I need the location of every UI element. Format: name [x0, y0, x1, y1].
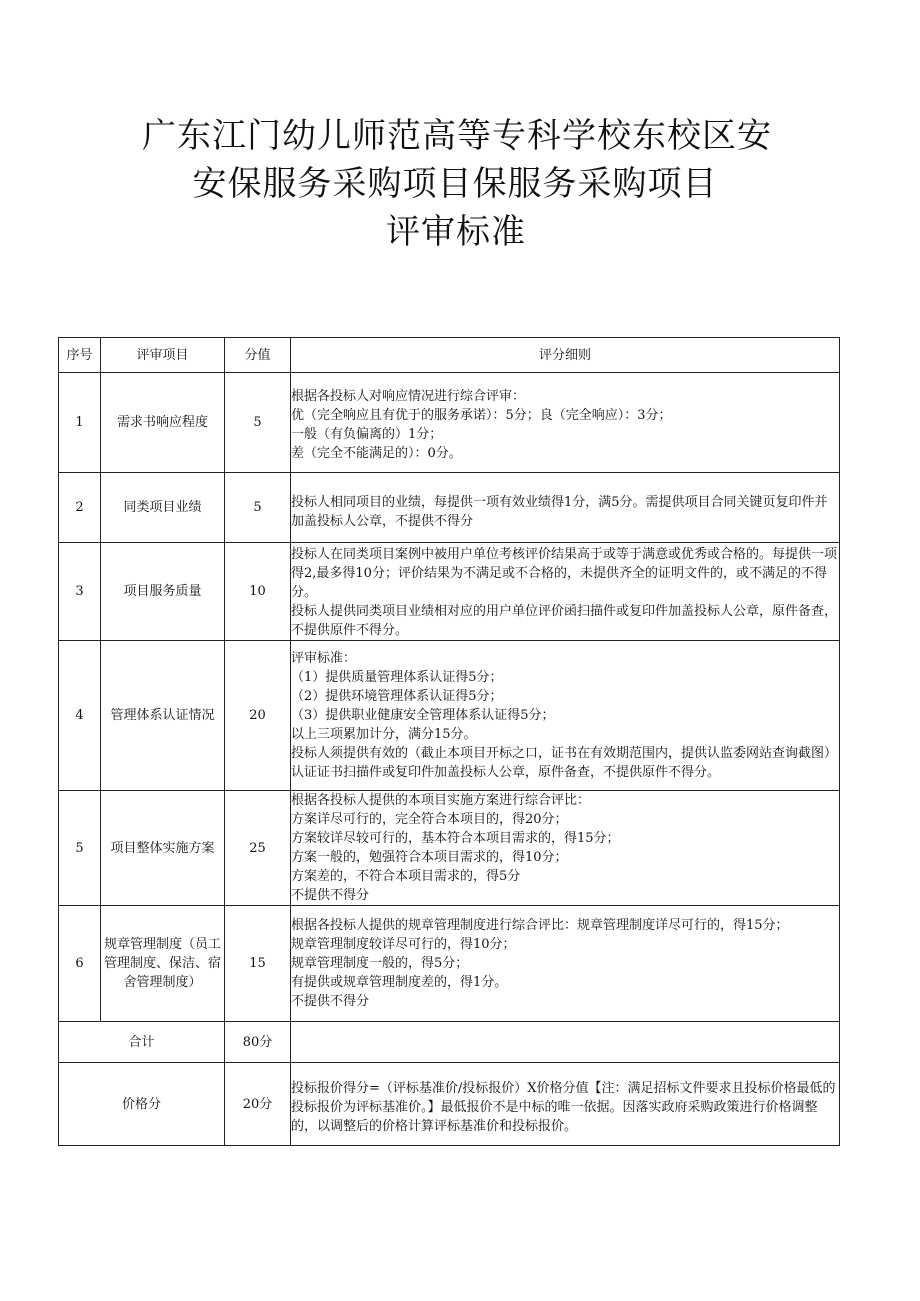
row-item: 项目整体实施方案 — [101, 791, 225, 906]
row-detail — [291, 906, 840, 1022]
detail-line: 方案详尽可行的，完全符合本项目的，得20分； — [291, 812, 568, 827]
detail-line: （3）提供职业健康安全管理体系认证得5分； — [291, 708, 555, 723]
detail-line: 方案差的，不符合本项目需求的，得5分 — [291, 869, 521, 884]
table-row — [59, 641, 840, 791]
detail-line: 规章管理制度较详尽可行的，得10分； — [291, 937, 516, 952]
detail-line: 根据各投标人提供的规章管理制度进行综合评比：规章管理制度详尽可行的，得15分； — [291, 918, 789, 933]
row-no: 3 — [59, 543, 101, 641]
detail-line: 规章管理制度一般的，得5分； — [291, 956, 469, 971]
row-detail — [291, 543, 840, 641]
row-no: 4 — [59, 641, 101, 791]
row-detail — [291, 791, 840, 906]
detail-line: 一般（有负偏离的）1分； — [291, 426, 443, 442]
detail-line: 投标人提供同类项目业绩相对应的用户单位评价函扫描件或复印件加盖投标人公章，原件备查，不提供原件不得分。 — [291, 604, 838, 638]
row-detail — [291, 373, 840, 473]
detail-line: 优（完全响应且有优于的服务承诺）：5分；良（完全响应）：3分； — [291, 407, 672, 423]
row-score: 5 — [225, 473, 291, 543]
table-header-row — [59, 338, 840, 373]
total-label: 合计 — [59, 1022, 225, 1063]
total-row — [59, 1022, 840, 1063]
detail-line: 方案较详尽较可行的，基本符合本项目需求的，得15分； — [291, 831, 620, 846]
row-detail — [291, 641, 840, 791]
detail-line: 方案一般的，勉强符合本项目需求的，得10分； — [291, 850, 568, 865]
row-no: 5 — [59, 791, 101, 906]
table-row — [59, 906, 840, 1022]
row-score: 10 — [225, 543, 291, 641]
header-item: 评审项目 — [101, 338, 225, 373]
header-detail: 评分细则 — [291, 338, 840, 373]
title-line-3: 评审标准 — [386, 212, 526, 252]
detail-line: 不提供不得分 — [291, 888, 370, 903]
title-line-1: 广东江门幼儿师范高等专科学校东校区安 — [142, 116, 772, 156]
row-score: 15 — [225, 906, 291, 1022]
total-detail — [291, 1022, 840, 1063]
table-row — [59, 373, 840, 473]
detail-line: 投标人须提供有效的（截止本项目开标之口，证书在有效期范围内，提供认监委网站查询截图）认证证书扫描件或复印件加盖投标人公章，原件备查，不提供原件不得分。 — [291, 746, 838, 780]
detail-line: 差（完全不能满足的）：0分。 — [291, 445, 462, 461]
row-item: 规章管理制度（员工管理制度、保洁、宿舍管理制度） — [101, 906, 225, 1022]
detail-line: 根据各投标人对响应情况进行综合评审： — [291, 388, 526, 404]
price-label: 价格分 — [59, 1063, 225, 1146]
title-line-2: 安保服务采购项目保服务采购项目 — [192, 164, 718, 204]
price-score: 20分 — [225, 1063, 291, 1146]
row-no: 2 — [59, 473, 101, 543]
detail-line: 投标报价得分=（评标基准价/投标报价）X价格分值【注：满足招标文件要求且投标价格最低的投标报价为评标基准价。】最低报价不是中标的唯一依据。因落实政府采购政策进行价格调整的，以调整后的价格计算评标基准价和投标报价。 — [291, 1080, 836, 1134]
row-item: 项目服务质量 — [101, 543, 225, 641]
price-row — [59, 1063, 840, 1146]
detail-line: （2）提供环境管理体系认证得5分； — [291, 689, 503, 704]
detail-line: 投标人相同项目的业绩，每提供一项有效业绩得1分，满5分。需提供项目合同关键页复印件并加盖投标人公章，不提供不得分 — [291, 494, 828, 529]
table-row — [59, 791, 840, 906]
row-score: 20 — [225, 641, 291, 791]
row-detail — [291, 473, 840, 543]
detail-line: 评审标准： — [291, 651, 357, 666]
row-item: 同类项目业绩 — [101, 473, 225, 543]
detail-line: 根据各投标人提供的本项目实施方案进行综合评比： — [291, 793, 591, 808]
table-row — [59, 473, 840, 543]
evaluation-criteria-table — [58, 337, 840, 1146]
detail-line: （1）提供质量管理体系认证得5分； — [291, 670, 503, 685]
table-row — [59, 543, 840, 641]
row-score: 25 — [225, 791, 291, 906]
detail-line: 投标人在同类项目案例中被用户单位考核评价结果高于或等于满意或优秀或合格的。每提供一项得2,最多得10分；评价结果为不满足或不合格的，未提供齐全的证明文件的，或不满足的不得分。 — [291, 547, 838, 600]
document-title — [0, 112, 920, 256]
row-no: 1 — [59, 373, 101, 473]
price-detail — [291, 1063, 840, 1146]
row-item: 管理体系认证情况 — [101, 641, 225, 791]
detail-line: 以上三项累加计分，满分15分。 — [291, 727, 477, 742]
row-score: 5 — [225, 373, 291, 473]
row-no: 6 — [59, 906, 101, 1022]
total-score: 80分 — [225, 1022, 291, 1063]
detail-line: 有提供或规章管理制度差的，得1分。 — [291, 975, 508, 990]
header-no: 序号 — [59, 338, 101, 373]
header-score: 分值 — [225, 338, 291, 373]
detail-line: 不提供不得分 — [291, 994, 370, 1009]
row-item: 需求书响应程度 — [101, 373, 225, 473]
